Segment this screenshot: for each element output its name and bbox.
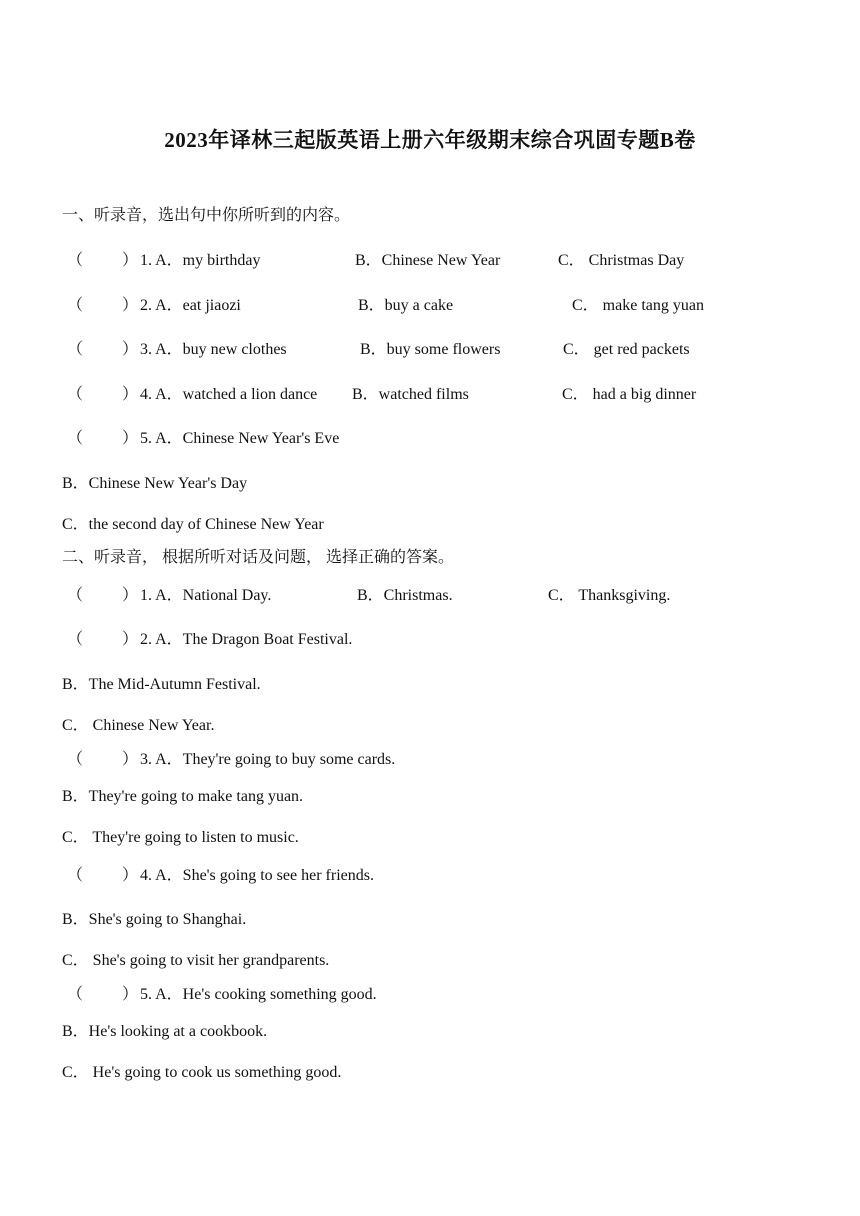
answer-paren-close: ）: [122, 751, 139, 768]
option-b: B．watched films: [352, 386, 469, 403]
option-b: B．buy some flowers: [360, 341, 501, 358]
answer-paren-open: （: [67, 430, 84, 447]
answer-paren-close: ）: [122, 631, 139, 648]
option-a: 2. A．eat jiaozi: [140, 297, 241, 314]
answer-paren-open: （: [67, 631, 84, 648]
option-b: B．Chinese New Year: [355, 252, 501, 269]
option-c: C． Christmas Day: [558, 252, 685, 269]
answer-paren-open: （: [67, 386, 84, 403]
s1-question-3: [0, 340, 860, 360]
answer-paren-open: （: [67, 252, 84, 269]
option-a: 5. A．Chinese New Year's Eve: [140, 430, 340, 447]
s2-q5-option-b: B．He's looking at a cookbook.: [62, 1023, 268, 1040]
answer-paren-close: ）: [122, 386, 139, 403]
option-c: C． get red packets: [563, 341, 690, 358]
s2-q4-option-b: B．She's going to Shanghai.: [62, 911, 247, 928]
s1-question-1: [0, 251, 860, 271]
s1-q5-option-c: C．the second day of Chinese New Year: [62, 516, 324, 533]
answer-paren-close: ）: [122, 252, 139, 269]
s1-question-5: [0, 429, 860, 449]
s2-q3-option-c: C． They're going to listen to music.: [62, 829, 299, 846]
option-a: 5. A．He's cooking something good.: [140, 986, 377, 1003]
option-a: 3. A．buy new clothes: [140, 341, 287, 358]
answer-paren-close: ）: [122, 587, 139, 604]
answer-paren-open: （: [67, 867, 84, 884]
answer-paren-open: （: [67, 986, 84, 1003]
option-c: C． make tang yuan: [572, 297, 704, 314]
s2-question-4: [0, 866, 860, 886]
option-b: B．Christmas.: [357, 587, 453, 604]
s1-question-4: [0, 385, 860, 405]
s2-question-3: [0, 750, 860, 770]
section1-heading: 一、听录音，选出句中你所听到的内容。: [62, 207, 351, 224]
answer-paren-open: （: [67, 751, 84, 768]
s2-q4-option-c: C． She's going to visit her grandparents.: [62, 952, 330, 969]
page-title: 2023年译林三起版英语上册六年级期末综合巩固专题B卷: [164, 128, 696, 152]
option-b: B．buy a cake: [358, 297, 454, 314]
s1-q5-option-b: B．Chinese New Year's Day: [62, 475, 248, 492]
answer-paren-open: （: [67, 587, 84, 604]
answer-paren-close: ）: [122, 341, 139, 358]
s2-q2-option-b: B．The Mid-Autumn Festival.: [62, 676, 261, 693]
answer-paren-close: ）: [122, 986, 139, 1003]
option-c: C． had a big dinner: [562, 386, 697, 403]
s2-q3-option-b: B．They're going to make tang yuan.: [62, 788, 304, 805]
option-a: 4. A．She's going to see her friends.: [140, 867, 374, 884]
option-a: 2. A．The Dragon Boat Festival.: [140, 631, 353, 648]
option-a: 3. A．They're going to buy some cards.: [140, 751, 396, 768]
option-c: C． Thanksgiving.: [548, 587, 671, 604]
s1-question-2: [0, 296, 860, 316]
s2-q2-option-c: C． Chinese New Year.: [62, 717, 215, 734]
section2-heading: 二、听录音， 根据所听对话及问题， 选择正确的答案。: [62, 549, 455, 566]
answer-paren-open: （: [67, 297, 84, 314]
answer-paren-close: ）: [122, 430, 139, 447]
option-a: 4. A．watched a lion dance: [140, 386, 318, 403]
answer-paren-close: ）: [122, 297, 139, 314]
s2-question-1: [0, 586, 860, 606]
s2-q5-option-c: C． He's going to cook us something good.: [62, 1064, 342, 1081]
option-a: 1. A．National Day.: [140, 587, 272, 604]
answer-paren-close: ）: [122, 867, 139, 884]
s2-question-2: [0, 630, 860, 650]
s2-question-5: [0, 985, 860, 1005]
option-a: 1. A．my birthday: [140, 252, 261, 269]
answer-paren-open: （: [67, 341, 84, 358]
